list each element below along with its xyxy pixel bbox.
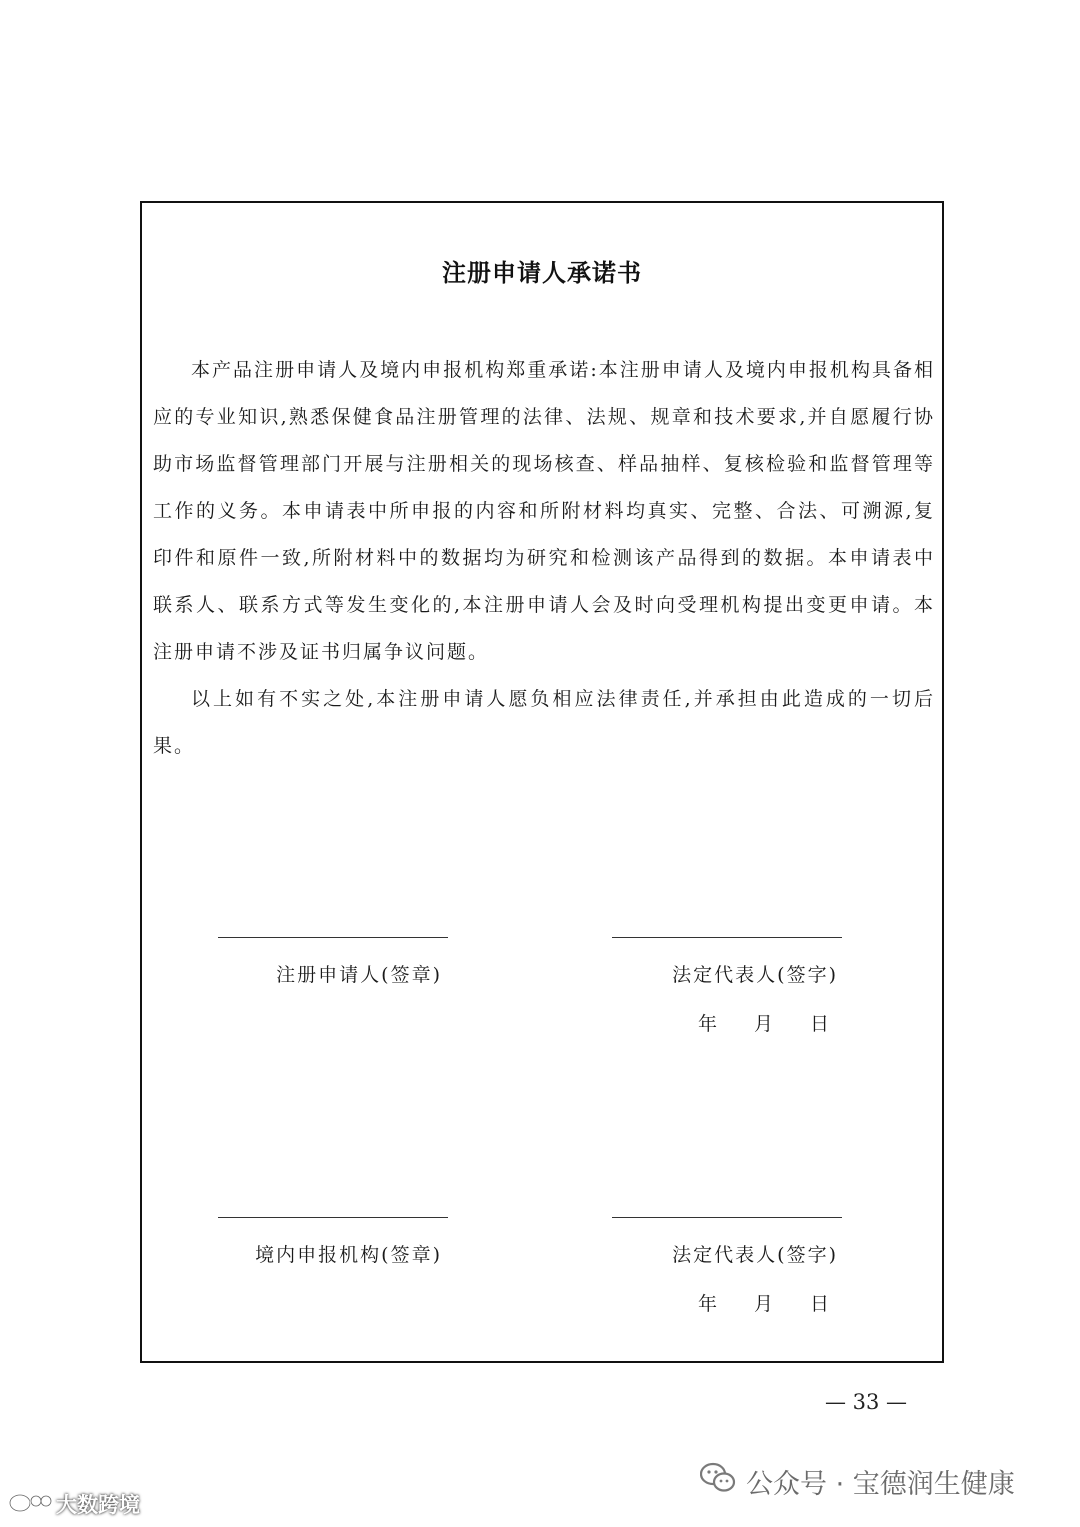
page-number: — 33 — (824, 1390, 908, 1414)
corner-watermark (8, 1488, 140, 1519)
wechat-icon (700, 1462, 736, 1501)
date-month-1: 月 (754, 1013, 774, 1035)
date-month-2: 月 (754, 1293, 774, 1315)
weibo-icon (8, 1488, 52, 1519)
legal-rep-sign-label-2: 法定代表人(签字) (672, 1244, 838, 1266)
wechat-account-name: 公众号 · 宝德润生健康 (746, 1469, 1015, 1500)
date-year-2: 年 (698, 1293, 718, 1315)
legal-rep-signature-line-2 (612, 1217, 842, 1218)
applicant-signature-line (218, 937, 448, 938)
agency-signature-line (218, 1217, 448, 1218)
agency-seal-label: 境内申报机构(签章) (255, 1244, 442, 1266)
corner-watermark-text: 大数跨境 (56, 1492, 140, 1517)
date-day-1: 日 (810, 1013, 830, 1035)
document-title: 注册申请人承诺书 (442, 259, 642, 287)
legal-rep-signature-line-1 (612, 937, 842, 938)
wechat-watermark (700, 1462, 1015, 1501)
commitment-paragraph: 本产品注册申请人及境内申报机构郑重承诺:本注册申请人及境内申报机构具备相应的专业知识,熟悉保健食品注册管理的法律、法规、规章和技术要求,并自愿履行协助市场监督管理部门开展与注册相关的现场核查、样品抽样、复核检验和监督管理等工作的义务。本申请表中所申报的内容和所附材料均真实、完整、合法、可溯源,复印件和原件一致,所附材料中的数据均为研究和检测该产品得到的数据。本申请表中联系人、联系方式等发生变化的,本注册申请人会及时向受理机构提出变更申请。本注册申请不涉及证书归属争议问题。 (153, 359, 935, 663)
liability-paragraph: 以上如有不实之处,本注册申请人愿负相应法律责任,并承担由此造成的一切后果。 (153, 688, 935, 757)
date-day-2: 日 (810, 1293, 830, 1315)
date-year-1: 年 (698, 1013, 718, 1035)
legal-rep-sign-label-1: 法定代表人(签字) (672, 964, 838, 986)
commitment-body (153, 347, 935, 770)
commitment-form-frame (140, 201, 944, 1363)
applicant-seal-label: 注册申请人(签章) (276, 964, 442, 986)
